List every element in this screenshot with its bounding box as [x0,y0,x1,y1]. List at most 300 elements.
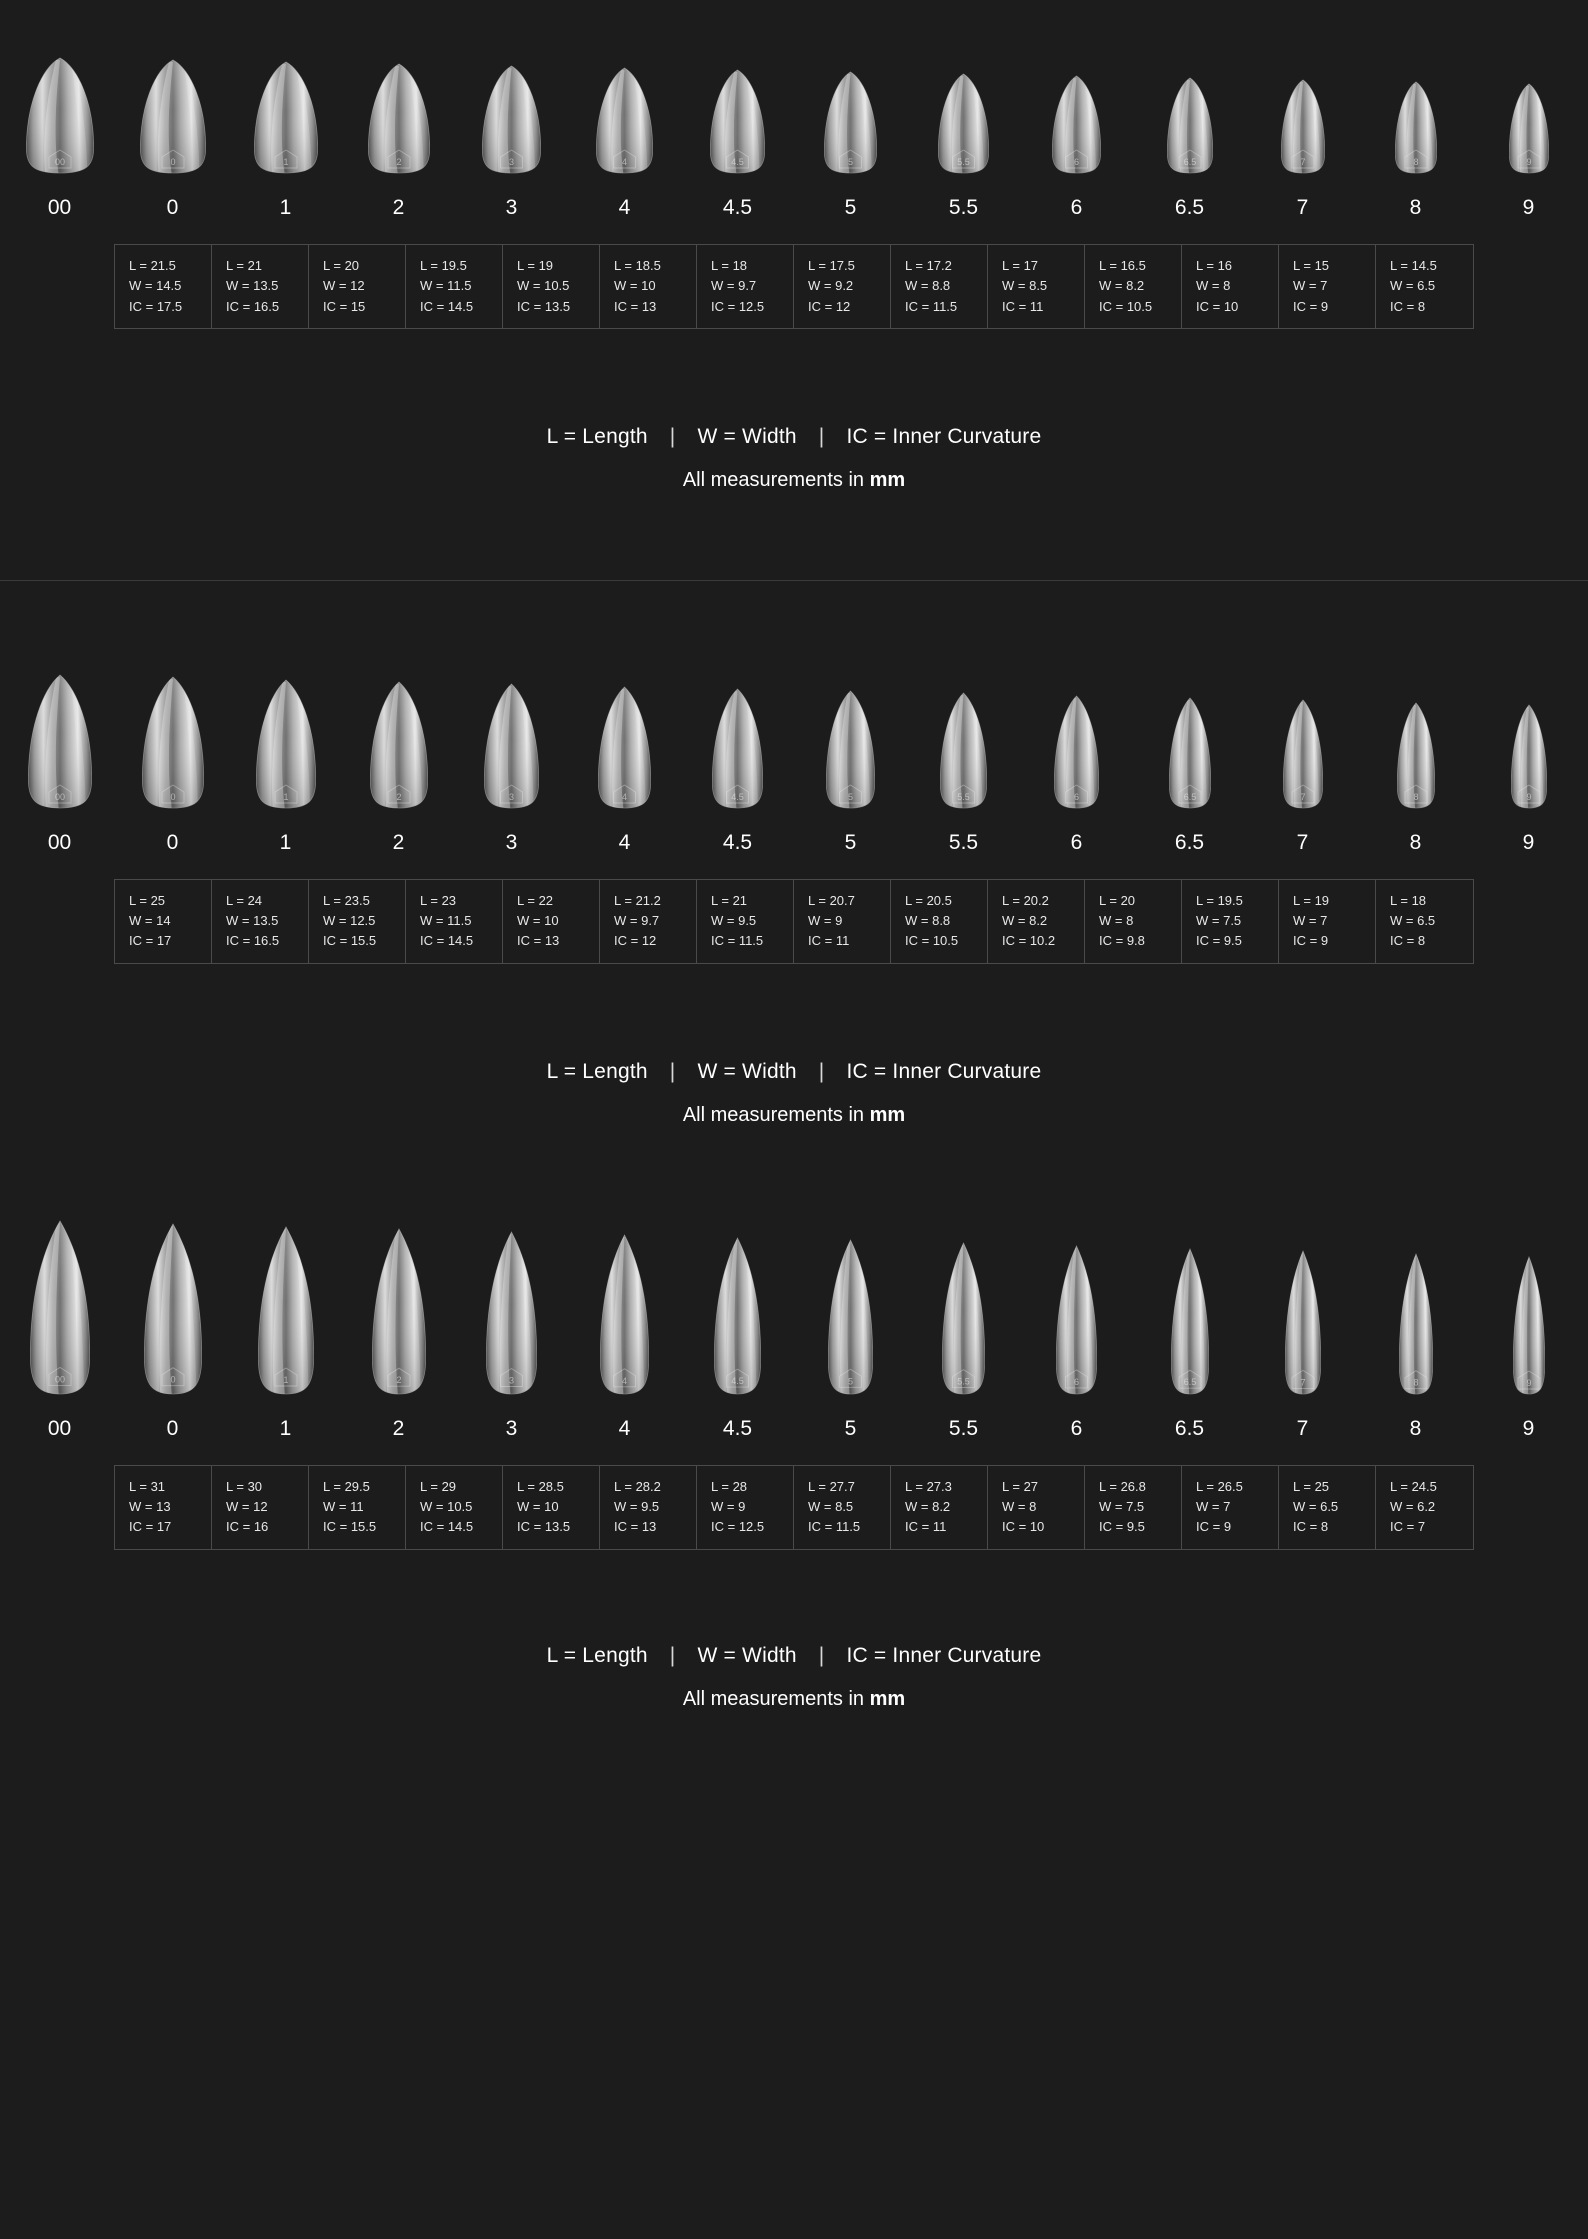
nail-tip-icon [712,687,763,809]
svg-text:1: 1 [282,157,289,167]
measurement-cell [1376,1466,1473,1549]
nail-cell [1020,694,1133,809]
measurement-l: L = 28.5 [517,1478,564,1494]
legend-width: W = Width [697,1643,797,1667]
measurement-w: W = 7 [1293,278,1328,294]
legend-separator-2: | [818,1059,825,1083]
measurement-ic: IC = 9 [1293,933,1329,949]
measurement-cell [697,1466,794,1549]
measurement-w: W = 13.5 [226,278,279,294]
measurement-ic: IC = 17 [129,933,172,949]
legend-units-prefix: All measurements in [682,1103,870,1126]
measurement-w: W = 14.5 [129,278,182,294]
measurement-w: W = 10.5 [420,1499,473,1515]
nail-cell [907,691,1020,809]
measurement-l: L = 20.7 [808,892,855,908]
nail-cell [229,1225,342,1395]
measurement-w: W = 11 [323,1499,364,1515]
measurement-cell [503,1466,600,1549]
nail-tip-icon [142,675,204,809]
measurement-w: W = 9.5 [614,1499,660,1515]
measurement-w: W = 10 [614,278,656,294]
measurement-w: W = 7.5 [1196,913,1242,929]
measurement-cell [1376,880,1473,963]
nail-cell [342,1227,455,1395]
measurement-ic: IC = 11 [808,933,850,949]
nail-tip-icon [484,682,539,809]
nail-cell [1133,1247,1246,1395]
measurement-cell [794,880,891,963]
measurement-w: W = 10.5 [517,278,570,294]
legend-units-prefix: All measurements in [682,468,870,491]
measurement-ic: IC = 8 [1390,298,1426,314]
measurement-w: W = 9.7 [614,913,660,929]
svg-text:6.5: 6.5 [1183,1376,1196,1387]
size-label: 8 [1409,1416,1422,1440]
measurement-ic: IC = 9.5 [1099,1519,1145,1535]
measurement-w: W = 8.5 [808,1499,854,1515]
measurement-ic: IC = 14.5 [420,298,474,314]
measurement-l: L = 27.3 [905,1478,952,1494]
measurement-l: L = 25 [129,892,166,908]
measurement-l: L = 26.8 [1099,1478,1146,1494]
measurement-w: W = 8 [1099,913,1134,929]
measurement-ic: IC = 9.8 [1099,933,1145,949]
nail-tip-icon [1167,76,1213,174]
nail-tip-icon [714,1236,761,1395]
measurement-ic: IC = 9 [1196,1519,1232,1535]
measurement-w: W = 13.5 [226,913,279,929]
size-label: 9 [1522,1416,1535,1440]
size-label: 2 [392,1416,405,1440]
legend-separator-2: | [818,1643,825,1667]
measurement-ic: IC = 9.5 [1196,933,1242,949]
nail-cell [794,1238,907,1395]
measurement-l: L = 25 [1293,1478,1330,1494]
nail-tip-icon [144,1222,202,1395]
measurement-l: L = 30 [226,1478,263,1494]
measurement-w: W = 10 [517,1499,559,1515]
nail-tip-icon [1509,82,1549,174]
size-label: 00 [47,196,72,219]
svg-text:9: 9 [1525,157,1532,167]
measurement-cell [1085,880,1182,963]
legend-separator-1: | [669,1059,676,1083]
measurement-cell [503,245,600,328]
measurement-ic: IC = 7 [1390,1519,1426,1535]
legend-length: L = Length [546,424,648,448]
size-label: 6 [1070,196,1083,219]
nail-cell [3,673,116,809]
measurement-cell [212,880,309,963]
measurement-cell [1085,245,1182,328]
nail-illustration-row [0,1219,1588,1395]
nail-cell [116,58,229,174]
measurement-table [114,244,1474,329]
svg-text:5: 5 [847,1376,854,1387]
measurement-cell [697,245,794,328]
svg-text:8: 8 [1412,157,1419,167]
measurement-l: L = 19.5 [1196,892,1243,908]
svg-text:4.5: 4.5 [731,791,744,802]
nail-cell [1359,1252,1472,1395]
nail-cell [342,62,455,174]
measurement-ic: IC = 11 [905,1519,947,1535]
nail-tip-icon [254,60,318,174]
measurement-w: W = 7 [1196,1499,1231,1515]
measurement-w: W = 8.8 [905,913,951,929]
size-label: 1 [279,196,292,219]
legend-line [0,425,1588,449]
measurement-l: L = 16.5 [1099,258,1146,273]
measurement-w: W = 12 [323,278,365,294]
measurement-ic: IC = 15 [323,298,366,314]
measurement-cell [794,245,891,328]
chart-section-medium-almond [0,581,1588,1219]
size-label: 5.5 [948,1416,979,1440]
measurement-cell [891,1466,988,1549]
measurement-l: L = 23.5 [323,892,370,908]
svg-text:7: 7 [1299,791,1306,802]
svg-text:4: 4 [621,1375,628,1386]
svg-text:8: 8 [1412,1377,1419,1388]
nail-cell [568,685,681,809]
nail-cell [794,689,907,809]
size-label: 9 [1522,830,1535,854]
nail-tip-icon [140,58,206,174]
measurement-ic: IC = 16 [226,1519,269,1535]
measurement-l: L = 27.7 [808,1478,855,1494]
size-label: 5 [844,1416,857,1440]
measurement-ic: IC = 16.5 [226,933,280,949]
legend-separator-1: | [669,1643,676,1667]
nail-tip-icon [370,680,428,809]
measurement-cell [115,1466,212,1549]
measurement-w: W = 8 [1196,278,1231,294]
measurement-w: W = 6.5 [1390,913,1436,929]
measurement-cell [600,1466,697,1549]
measurement-cell [309,880,406,963]
measurement-cell [309,245,406,328]
size-label: 7 [1296,830,1309,854]
measurement-cell [309,1466,406,1549]
legend-units-value: mm [869,468,906,491]
nail-tip-icon [258,1225,314,1395]
measurement-w: W = 9.2 [808,278,854,294]
nail-tip-icon [1056,1244,1097,1395]
nail-tip-icon [598,685,651,809]
nail-tip-icon [938,72,989,174]
nail-tip-icon [1281,78,1325,174]
measurement-l: L = 18.5 [614,258,661,273]
measurement-cell [891,880,988,963]
measurement-l: L = 24 [226,892,263,908]
size-label: 4.5 [722,1416,753,1440]
measurement-ic: IC = 17.5 [129,298,183,314]
legend-separator-2: | [818,424,825,448]
measurement-cell [1279,880,1376,963]
measurement-l: L = 18 [1390,892,1427,908]
measurement-ic: IC = 14.5 [420,1519,474,1535]
nail-cell [116,1222,229,1395]
measurement-ic: IC = 13 [614,1519,657,1535]
svg-text:6: 6 [1073,157,1080,167]
measurement-ic: IC = 12.5 [711,1519,765,1535]
svg-text:9: 9 [1525,791,1532,802]
size-label: 2 [392,196,405,219]
measurement-l: L = 19 [1293,892,1330,908]
size-label: 8 [1409,196,1422,219]
measurement-cell [1279,1466,1376,1549]
measurement-l: L = 23 [420,892,457,908]
measurement-l: L = 22 [517,892,554,908]
size-label: 4 [618,1416,631,1440]
svg-text:0: 0 [169,157,176,167]
svg-text:00: 00 [54,791,65,802]
measurement-cell [1376,245,1473,328]
measurement-table [114,879,1474,964]
nail-tip-icon [1285,1249,1321,1395]
measurement-l: L = 21 [226,258,263,273]
measurement-cell [212,1466,309,1549]
measurement-w: W = 7.5 [1099,1499,1145,1515]
nail-cell [1472,703,1585,809]
measurement-w: W = 12 [226,1499,268,1515]
measurement-ic: IC = 8 [1293,1519,1329,1535]
measurement-w: W = 7 [1293,913,1328,929]
measurement-l: L = 20 [323,258,360,273]
size-label: 5 [844,196,857,219]
size-label: 3 [505,196,518,219]
measurement-w: W = 9 [711,1499,746,1515]
svg-text:5.5: 5.5 [957,791,970,802]
measurement-cell [115,245,212,328]
measurement-l: L = 18 [711,258,748,273]
nail-tip-icon [828,1238,873,1395]
measurement-ic: IC = 13 [517,933,560,949]
measurement-w: W = 8.2 [1099,278,1145,294]
measurement-cell [406,880,503,963]
nail-cell [681,1236,794,1395]
size-label: 6.5 [1174,196,1205,219]
measurement-cell [1279,245,1376,328]
measurement-cell [212,245,309,328]
size-label: 6 [1070,1416,1083,1440]
nail-cell [3,56,116,174]
svg-text:0: 0 [169,791,176,802]
measurement-l: L = 17 [1002,258,1039,273]
svg-text:3: 3 [508,791,515,802]
nail-cell [1472,82,1585,174]
size-label: 0 [166,1416,179,1440]
svg-text:00: 00 [54,157,65,167]
svg-text:7: 7 [1299,1377,1306,1388]
size-label: 0 [166,196,179,219]
measurement-cell [1182,1466,1279,1549]
nail-cell [229,60,342,174]
measurement-ic: IC = 14.5 [420,933,474,949]
measurement-l: L = 19.5 [420,258,467,273]
size-label: 2 [392,830,405,854]
nail-tip-icon [1052,74,1101,174]
nail-illustration-row [0,56,1588,174]
nail-cell [1246,78,1359,174]
nail-tip-icon [1511,703,1547,809]
measurement-l: L = 20.5 [905,892,952,908]
legend-line [0,1644,1588,1668]
svg-text:6.5: 6.5 [1183,791,1196,802]
nail-tip-icon [372,1227,426,1395]
measurement-ic: IC = 9 [1293,298,1329,314]
measurement-ic: IC = 12 [614,933,657,949]
measurement-cell [600,880,697,963]
measurement-l: L = 16 [1196,258,1233,273]
nail-tip-icon [600,1233,649,1395]
svg-text:4: 4 [621,791,628,802]
measurement-w: W = 11.5 [420,278,472,294]
svg-text:2: 2 [395,791,402,802]
svg-text:4.5: 4.5 [731,157,744,167]
measurement-cell [503,880,600,963]
nail-cell [1246,1249,1359,1395]
nail-tip-icon [596,66,653,174]
measurement-l: L = 19 [517,258,554,273]
measurement-ic: IC = 17 [129,1519,172,1535]
measurement-table [114,1465,1474,1550]
size-label: 00 [47,1416,72,1440]
nail-cell [1359,80,1472,174]
svg-text:4.5: 4.5 [731,1375,744,1386]
nail-cell [455,1230,568,1395]
measurement-ic: IC = 12 [808,298,851,314]
size-label-row [0,196,1588,220]
nail-cell [1359,701,1472,809]
measurement-w: W = 8 [1002,1499,1037,1515]
size-label: 6 [1070,830,1083,854]
measurement-w: W = 8.5 [1002,278,1048,294]
nail-cell [1133,76,1246,174]
svg-text:5.5: 5.5 [957,157,970,167]
measurement-l: L = 27 [1002,1478,1039,1494]
measurement-w: W = 9 [808,913,843,929]
svg-text:7: 7 [1299,157,1306,167]
nail-tip-icon [710,68,765,174]
svg-text:6: 6 [1073,1376,1080,1387]
svg-text:1: 1 [282,791,289,802]
size-label: 4 [618,196,631,219]
nail-cell [794,70,907,174]
nail-tip-icon [28,673,92,809]
nail-cell [3,1219,116,1395]
nail-cell [568,66,681,174]
size-label: 00 [47,830,72,854]
measurement-ic: IC = 15.5 [323,1519,377,1535]
nail-cell [907,1241,1020,1395]
measurement-ic: IC = 10 [1002,1519,1045,1535]
measurement-cell [988,1466,1085,1549]
measurement-w: W = 13 [129,1499,171,1515]
measurement-l: L = 29.5 [323,1478,370,1494]
measurement-cell [406,1466,503,1549]
size-label-row [0,831,1588,855]
size-label: 3 [505,830,518,854]
svg-text:00: 00 [54,1374,65,1385]
svg-text:6: 6 [1073,791,1080,802]
measurement-ic: IC = 11.5 [711,933,764,949]
measurement-ic: IC = 10 [1196,298,1239,314]
legend-units-value: mm [869,1103,906,1126]
measurement-cell [115,880,212,963]
size-label: 1 [279,1416,292,1440]
measurement-cell [1182,880,1279,963]
chart-section-short-almond [0,0,1588,580]
size-label: 4 [618,830,631,854]
svg-text:3: 3 [508,1375,515,1386]
svg-text:6.5: 6.5 [1183,157,1196,167]
legend-separator-1: | [669,424,676,448]
nail-illustration-row [0,673,1588,809]
measurement-w: W = 8.2 [1002,913,1048,929]
measurement-cell [1182,245,1279,328]
size-label: 5 [844,830,857,854]
measurement-cell [891,245,988,328]
nail-cell [1472,1255,1585,1395]
nail-cell [907,72,1020,174]
measurement-ic: IC = 13.5 [517,1519,571,1535]
measurement-l: L = 24.5 [1390,1478,1437,1494]
measurement-cell [988,245,1085,328]
measurement-cell [1085,1466,1182,1549]
legend-units [0,1688,1588,1711]
nail-tip-icon [1397,701,1435,809]
measurement-l: L = 21.5 [129,258,176,273]
nail-tip-icon [30,1219,90,1395]
nail-cell [1020,1244,1133,1395]
chart-section-long-stiletto [0,1219,1588,1771]
nail-cell [342,680,455,809]
size-label: 3 [505,1416,518,1440]
measurement-w: W = 6.2 [1390,1499,1436,1515]
svg-text:5: 5 [847,791,854,802]
measurement-w: W = 11.5 [420,913,472,929]
measurement-ic: IC = 11 [1002,298,1044,314]
svg-text:3: 3 [508,157,515,167]
size-label: 5.5 [948,196,979,219]
size-label: 8 [1409,830,1422,854]
measurement-cell [697,880,794,963]
measurement-cell [406,245,503,328]
size-label: 9 [1522,196,1535,219]
nail-tip-icon [940,691,987,809]
measurement-l: L = 21.2 [614,892,661,908]
svg-text:2: 2 [395,1374,402,1385]
nail-tip-icon [824,70,877,174]
measurement-ic: IC = 11.5 [905,298,958,314]
measurement-ic: IC = 10.2 [1002,933,1056,949]
measurement-l: L = 28 [711,1478,748,1494]
svg-text:9: 9 [1525,1377,1532,1388]
nail-cell [1246,698,1359,809]
nail-cell [229,678,342,809]
legend-line [0,1060,1588,1084]
measurement-w: W = 8.2 [905,1499,951,1515]
legend-units [0,1104,1588,1127]
nail-cell [1020,74,1133,174]
nail-cell [455,682,568,809]
legend-units-prefix: All measurements in [682,1687,870,1710]
legend-units [0,469,1588,492]
measurement-l: L = 20 [1099,892,1136,908]
